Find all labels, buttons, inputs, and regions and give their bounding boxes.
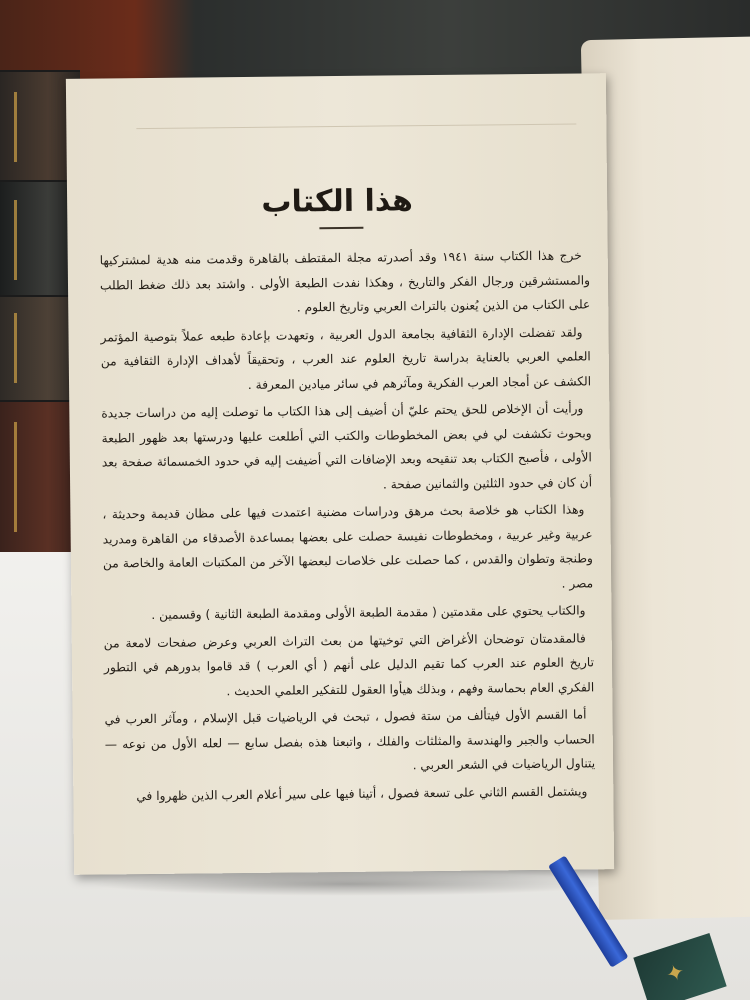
paragraph: خرج هذا الكتاب سنة ١٩٤١ وقد أصدرته مجلة المقتطف بالقاهرة وقدمت منه هدية لمشتركيها والمستشرقين ورجال الفكر والتاريخ ، وهكذا نفدت الطبعة الأولى . واشتد بعد ذلك ضغط الطلب على الكتاب من الذين يُعنون بالتراث العربي وتاريخ العلوم . [99, 248, 591, 315]
paragraph: ويشتمل القسم الثاني على تسعة فصول ، أتينا فيها على سير أعلام العرب الذين ظهروا في [136, 783, 588, 803]
book-page [66, 73, 614, 875]
gold-tooling [14, 200, 17, 280]
body-text [100, 243, 596, 811]
title-underline [319, 227, 363, 229]
gold-tooling [14, 313, 17, 383]
paragraph: وهذا الكتاب هو خلاصة بحث مرهق ودراسات مضنية اعتمدت فيها على مظان قديمة وحديثة ، عربية وغير عربية ، ومخطوطات نفيسة حصلت على بعضها بمساعدة الأصدقاء من القاهرة ومدريد وطنجة وتطوان والقدس ، كما حصلت على خلاصات لبعضها الآخر من المكتبات العامة والخاصة من مصر . [102, 502, 594, 591]
paragraph: فالمقدمتان توضحان الأغراض التي توخيتها من بعث التراث العربي وعرض صفحات لامعة من تاريخ العلوم عند العرب كما تقيم الدليل على أنهم ( أي العرب ) قد قاموا بدورهم في التطور الفكري العام بحماسة وفهم ، وبذلك هيأوا العقول للتفكير العلمي الحديث . [103, 630, 595, 698]
paragraph: ورأيت أن الإخلاص للحق يحتم عليّ أن أضيف إلى هذا الكتاب ما توصلت إليه من دراسات جديدة وبحوث تكشفت لي في بعض المخطوطات والكتب التي أطلعت عليها ودرستها بعد ظهور الطبعة الأولى ، فأصبح الكتاب بعد تنقيحه وبعد الإضافات التي أضيفت إليه في حدود الخمسمائة صفحة بعد أن كان في حدود الثلثين والثمانين صفحة . [101, 401, 593, 492]
gold-tooling [14, 422, 17, 532]
header-rule [136, 124, 576, 130]
paragraph: ولقد تفضلت الإدارة الثقافية بجامعة الدول العربية ، وتعهدت بإعادة طبعه عملاً بتوصية المؤتمر العلمي العربي بالعناية بدراسة تاريخ العلوم عند العرب ، وتحقيقاً لأهداف الإدارة الثقافية من الكشف عن أمجاد العرب الفكرية ومآثرهم في سائر ميادين المعرفة . [100, 324, 592, 392]
book-spine [0, 400, 80, 552]
gold-tooling [14, 92, 17, 162]
tassel-emblem-icon: ✦ [662, 959, 689, 989]
paragraph: أما القسم الأول فيتألف من ستة فصول ، تبحث في الرياضيات قبل الإسلام ، ومآثر العرب في الحساب والجبر والهندسة والمثلثات والفلك ، واتبعنا هذه بفصل سابع — لعله الأول من نوعه — يتناول الرياضيات في الشعر العربي . [104, 707, 596, 773]
book-shadow [90, 872, 610, 896]
page-title: هذا الكتاب [261, 183, 414, 220]
paragraph: والكتاب يحتوي على مقدمتين ( مقدمة الطبعة الأولى ومقدمة الطبعة الثانية ) وقسمين . [151, 603, 586, 622]
